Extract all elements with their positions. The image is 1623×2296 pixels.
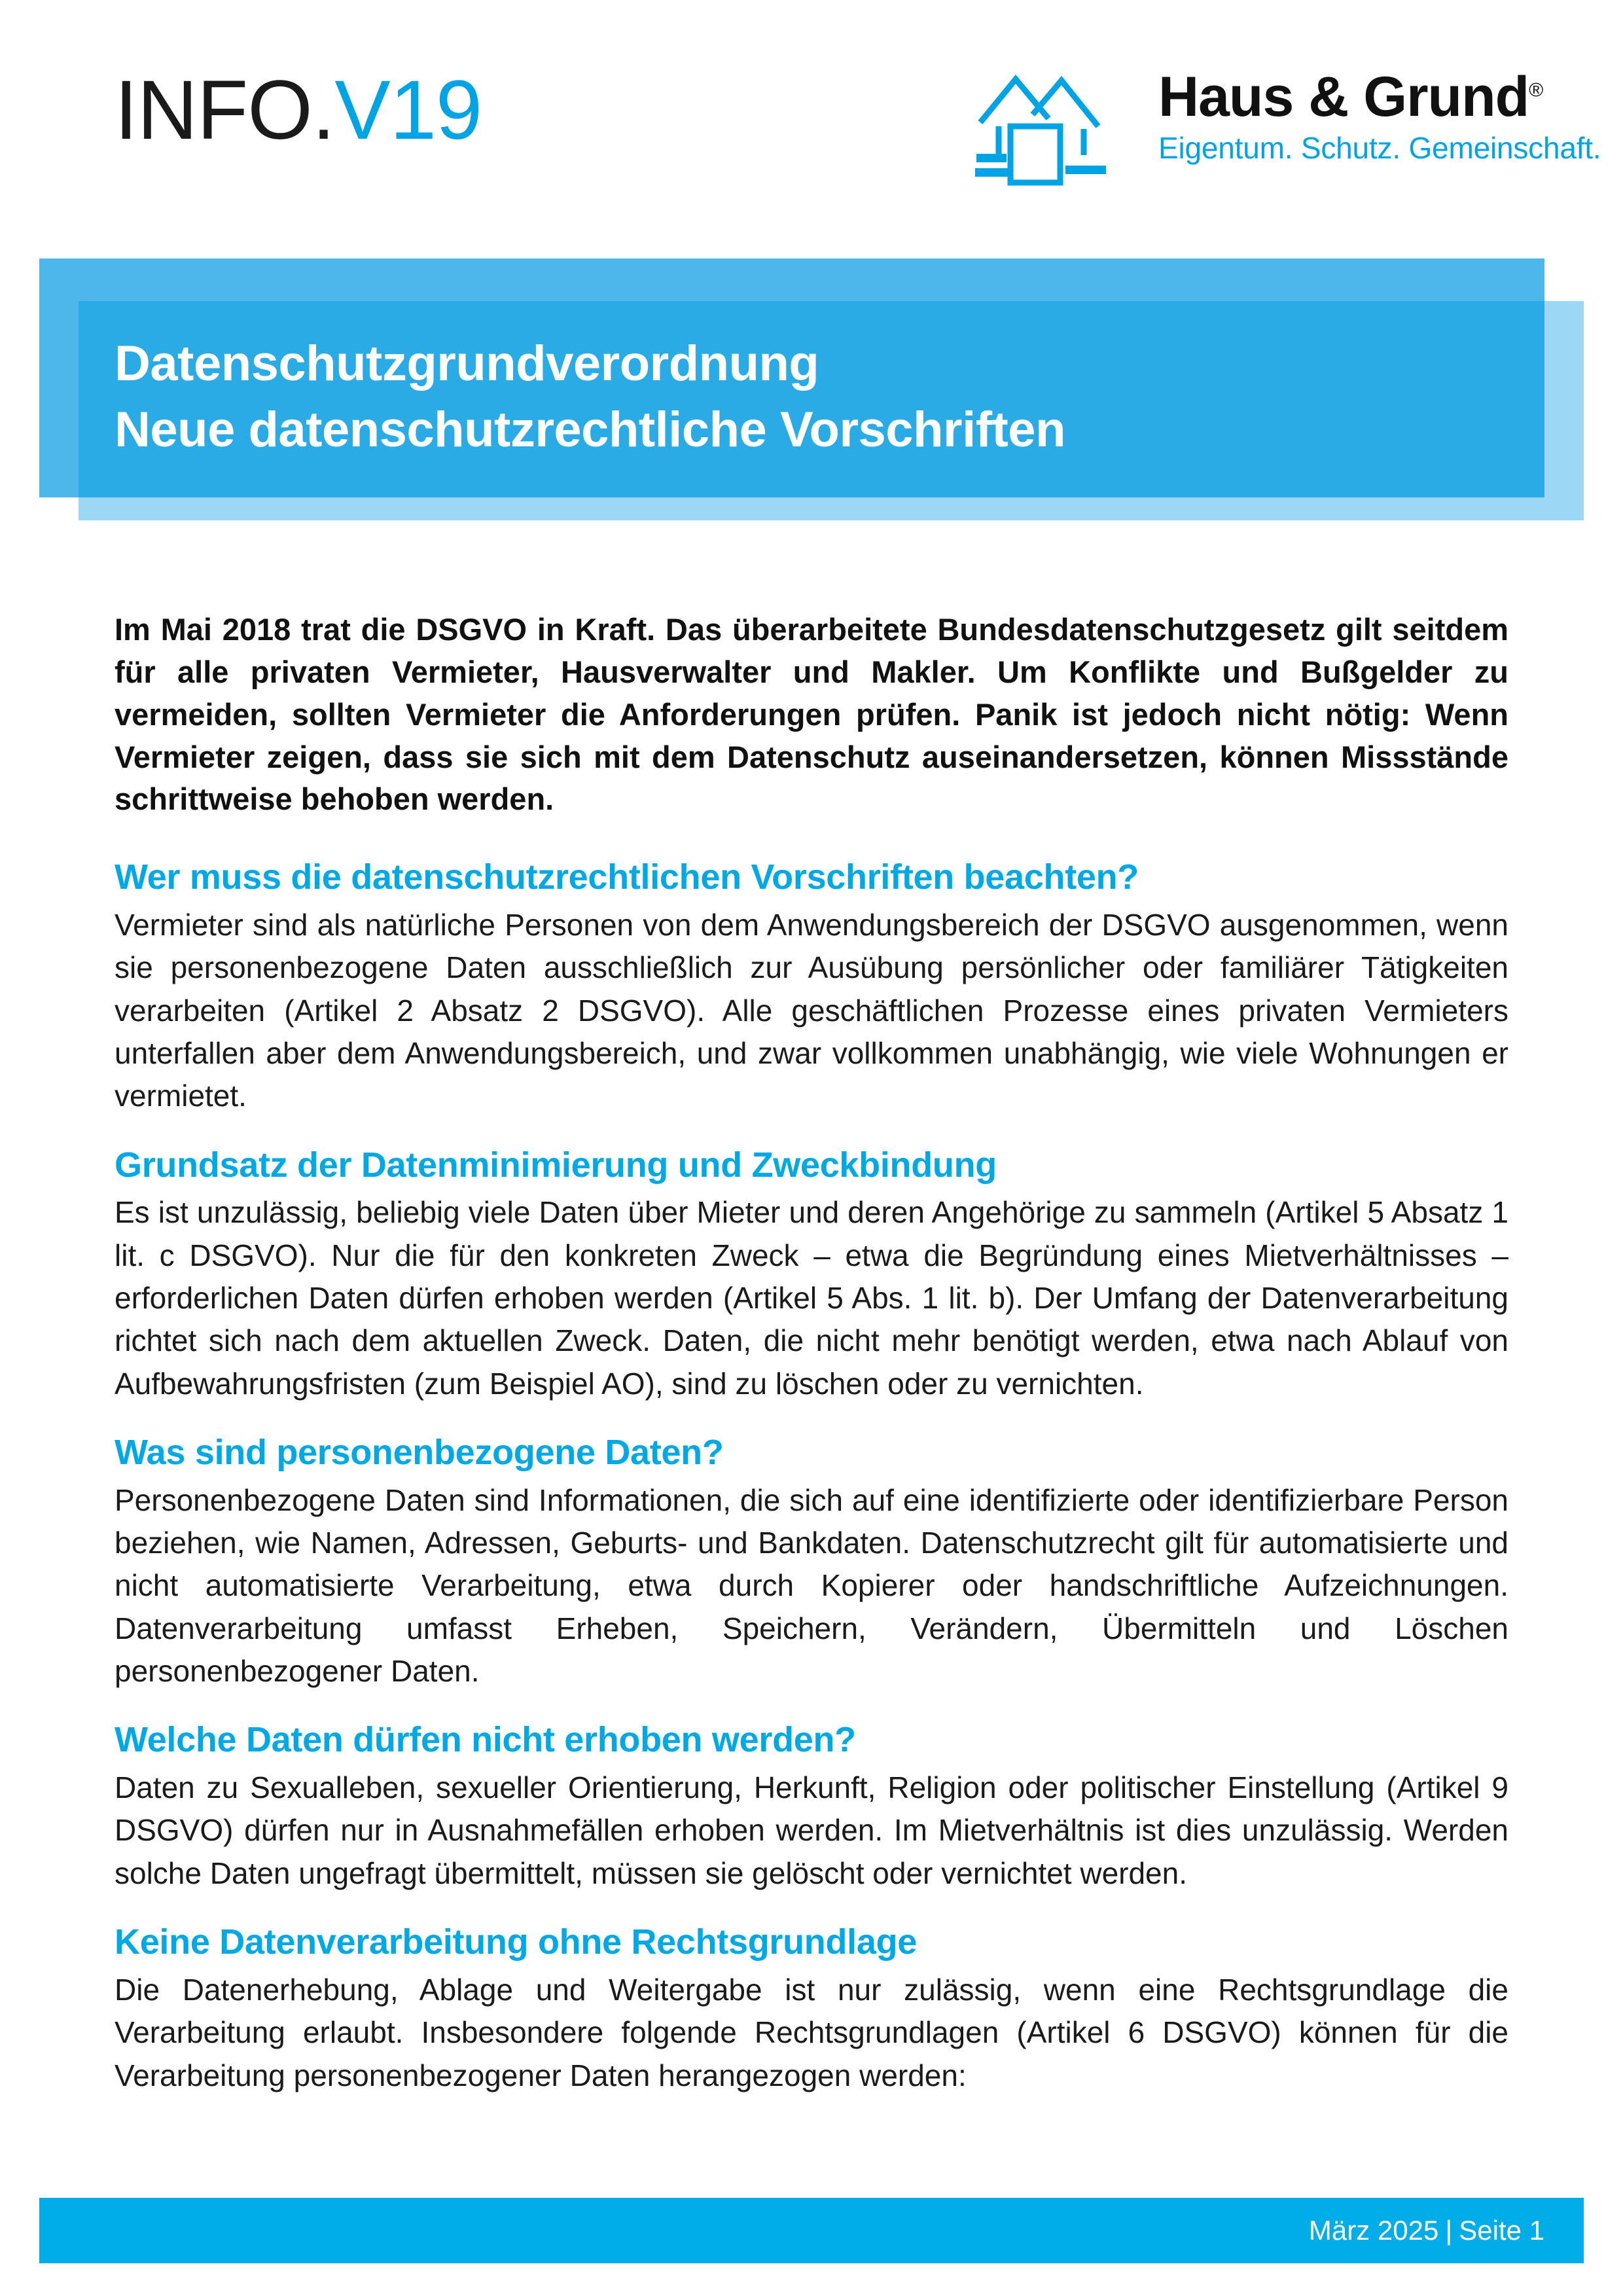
footer-separator: | [1445, 2215, 1453, 2246]
section-heading-5: Keine Datenverarbeitung ohne Rechtsgrundlage [115, 1922, 918, 1962]
section-body-4: Daten zu Sexualleben, sexueller Orientierung, Herkunft, Religion oder politischer Einstellung (Artikel 9 DSGVO) dürfen nur in Ausnahmefällen erhoben werden. Im Mietverhältnis ist dies unzulässig. Werden solche Daten ungefragt übermittelt, müssen sie gelöscht oder vernichtet werden. [115, 1770, 1508, 1890]
section-body-2: Es ist unzulässig, beliebig viele Daten über Mieter und deren Angehörige zu sammeln (Artikel 5 Absatz 1 lit. c DSGVO). Nur die für den konkreten Zweck – etwa die Begründung eines Mietverhältnisses – erforderlichen Daten dürfen erhoben werden (Artikel 5 Abs. 1 lit. b). Der Umfang der Datenverarbeitung richtet sich nach dem aktuellen Zweck. Daten, die nicht mehr benötigt werden, etwa nach Ablauf von Aufbewahrungsfristen (zum Beispiel AO), sind zu löschen oder zu vernichten. [115, 1195, 1508, 1401]
article-section [115, 1719, 1508, 1895]
lead-paragraph: Im Mai 2018 trat die DSGVO in Kraft. Das überarbeitete Bundesdatenschutzgesetz gilt seitdem für alle privaten Vermieter, Hausverwalter und Makler. Um Konflikte und Bußgelder zu vermeiden, sollten Vermieter die Anforderungen prüfen. Panik ist jedoch nicht nötig: Wenn Vermieter zeigen, dass sie sich mit dem Datenschutz auseinandersetzen, können Missstände schrittweise behoben werden. [115, 612, 1508, 817]
section-body-3: Personenbezogene Daten sind Informationen, die sich auf eine identifizierte oder identifizierbare Person beziehen, wie Namen, Adressen, Geburts- und Bankdaten. Datenschutzrecht gilt für automatisierte und nicht automatisierte Verarbeitung, etwa durch Kopierer oder handschriftliche Aufzeichnungen. Datenverarbeitung umfasst Erheben, Speichern, Verändern, Übermitteln und Löschen personenbezogener Daten. [115, 1482, 1508, 1689]
section-body-5: Die Datenerhebung, Ablage und Weitergabe ist nur zulässig, wenn eine Rechtsgrundlage die Verarbeitung erlaubt. Insbesondere folgende Rechtsgrundlagen (Artikel 6 DSGVO) können für die Verarbeitung personenbezogener Daten herangezogen werden: [115, 1972, 1508, 2092]
section-heading-4: Welche Daten dürfen nicht erhoben werden? [115, 1720, 856, 1760]
info-label: INFO. [115, 63, 335, 157]
brand-text-block [1158, 65, 1601, 166]
section-heading-1: Wer muss die datenschutzrechtlichen Vorschriften beachten? [115, 857, 1139, 897]
footer-meta [1309, 2198, 1544, 2263]
footer-page-number: Seite 1 [1459, 2215, 1544, 2246]
section-heading-3: Was sind personenbezogene Daten? [115, 1433, 724, 1473]
article-section [115, 1144, 1508, 1405]
article-content [115, 609, 1508, 2123]
page-footer [39, 2198, 1584, 2263]
footer-date: März 2025 [1308, 2215, 1439, 2246]
section-heading-2: Grundsatz der Datenminimierung und Zweckbindung [115, 1145, 997, 1185]
brand-name [1158, 65, 1590, 128]
article-section [115, 1921, 1508, 2097]
brand-lockup [975, 65, 1601, 187]
house-outline-icon [975, 70, 1132, 188]
page-title-line-2: Neue datenschutzrechtliche Vorschriften [115, 402, 1065, 458]
article-section [115, 1431, 1508, 1693]
page-title-line-1: Datenschutzgrundverordnung [115, 336, 819, 391]
info-version-logo [115, 63, 482, 157]
section-body-1: Vermieter sind als natürliche Personen von dem Anwendungsbereich der DSGVO ausgenommen, wenn sie personenbezogene Daten ausschließlich zur Ausübung persönlicher oder familiärer Tätigkeiten verarbeiten (Artikel 2 Absatz 2 DSGVO). Alle geschäftlichen Prozesse eines privaten Vermieters unterfallen aber dem Anwendungsbereich, und zwar vollkommen unabhängig, wie viele Wohnungen er vermietet. [115, 908, 1508, 1113]
info-version-label: V19 [334, 63, 482, 157]
page-header [0, 0, 1623, 249]
page-title [115, 331, 1489, 463]
article-section [115, 856, 1508, 1117]
title-banner [0, 259, 1623, 533]
registered-mark-icon: ® [1529, 79, 1543, 101]
brand-name-text: Haus & Grund [1158, 65, 1529, 128]
brand-claim: Eigentum. Schutz. Gemeinschaft. [1158, 130, 1601, 165]
